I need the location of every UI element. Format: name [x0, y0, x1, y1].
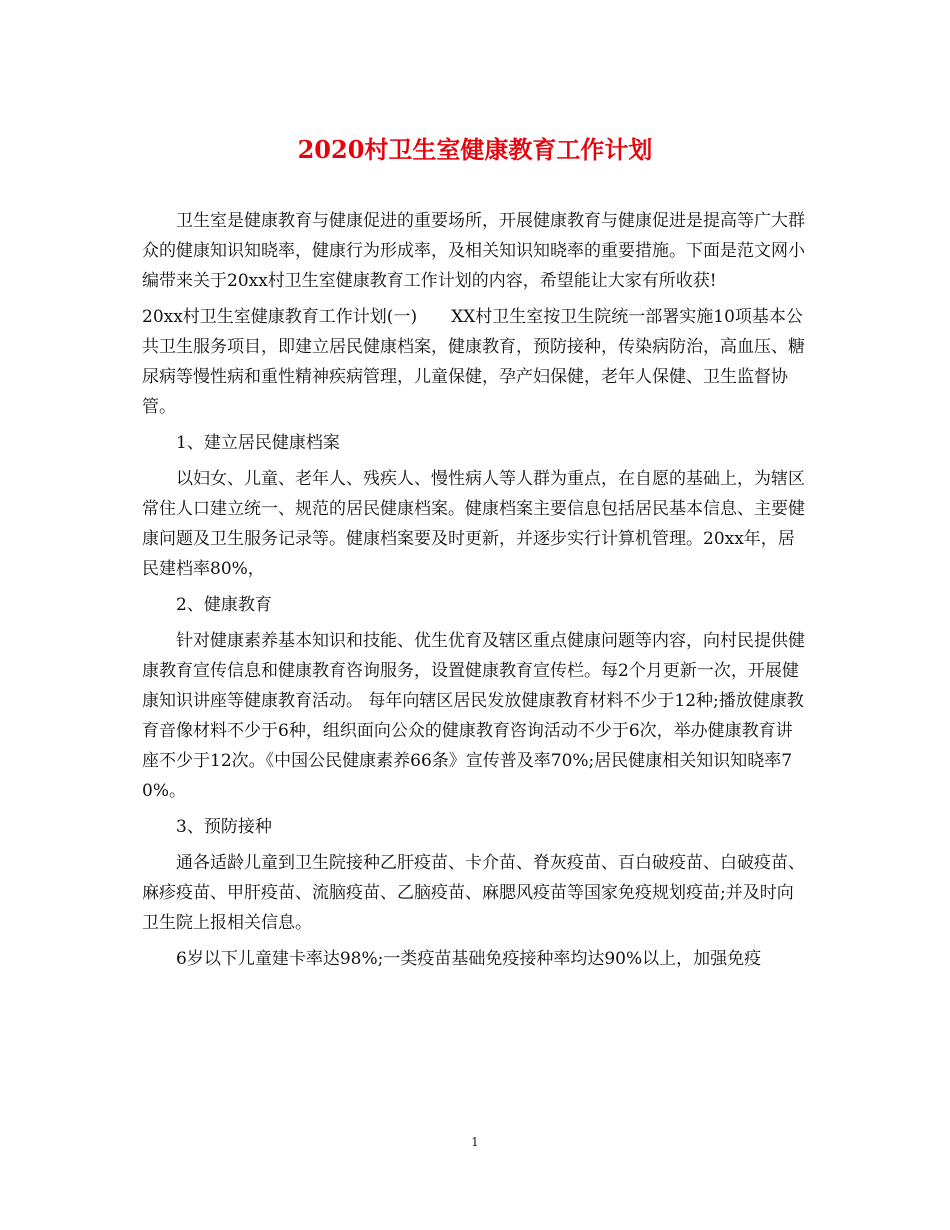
health-education-paragraph: 针对健康素养基本知识和技能、优生优育及辖区重点健康问题等内容，向村民提供健康教育宣传信息和健康教育咨询服务，设置健康教育宣传栏。每2个月更新一次，开展健康知识讲座等健康教育活动。 每年向辖区居民发放健康教育材料不少于12种;播放健康教育音像材料不少于6种，组织面向公众的健康教育咨询活动不少于6次，举办健康教育讲座不少于12次。《中国公民健康素养66条》宣传普及率70%;居民健康相关知识知晓率70%。: [142, 631, 805, 801]
section-heading-health-records: 1、建立居民健康档案: [176, 433, 340, 453]
vaccination-rate-paragraph: 6岁以下儿童建卡率达98%;一类疫苗基础免疫接种率均达90%以上，加强免疫: [176, 949, 762, 969]
health-records-paragraph: 以妇女、儿童、老年人、残疾人、慢性病人等人群为重点，在自愿的基础上，为辖区常住人口建立统一、规范的居民健康档案。健康档案主要信息包括居民基本信息、主要健康问题及卫生服务记录等。健康档案要及时更新，并逐步实行计算机管理。20xx年，居民建档率80%，: [142, 469, 805, 579]
document-title: 2020村卫生室健康教育工作计划: [297, 135, 653, 164]
page-number: 1: [471, 1135, 479, 1149]
vaccination-paragraph: 通各适龄儿童到卫生院接种乙肝疫苗、卡介苗、脊灰疫苗、百白破疫苗、白破疫苗、麻疹疫苗、甲肝疫苗、流脑疫苗、乙脑疫苗、麻腮风疫苗等国家免疫规划疫苗;并及时向卫生院上报相关信息。: [142, 853, 805, 933]
intro-paragraph: 卫生室是健康教育与健康促进的重要场所，开展健康教育与健康促进是提高等广大群众的健康知识知晓率，健康行为形成率，及相关知识知晓率的重要措施。下面是范文网小编带来关于20xx村卫生室健康教育工作计划的内容，希望能让大家有所收获!: [142, 211, 805, 291]
plan-one-paragraph: 20xx村卫生室健康教育工作计划(一) XX村卫生室按卫生院统一部署实施10项基本公共卫生服务项目，即建立居民健康档案，健康教育，预防接种，传染病防治，高血压、糖尿病等慢性病和重性精神疾病管理，儿童保健，孕产妇保健，老年人保健、卫生监督协管。: [142, 307, 805, 417]
section-heading-health-education: 2、健康教育: [176, 595, 272, 615]
section-heading-vaccination: 3、预防接种: [176, 817, 272, 837]
